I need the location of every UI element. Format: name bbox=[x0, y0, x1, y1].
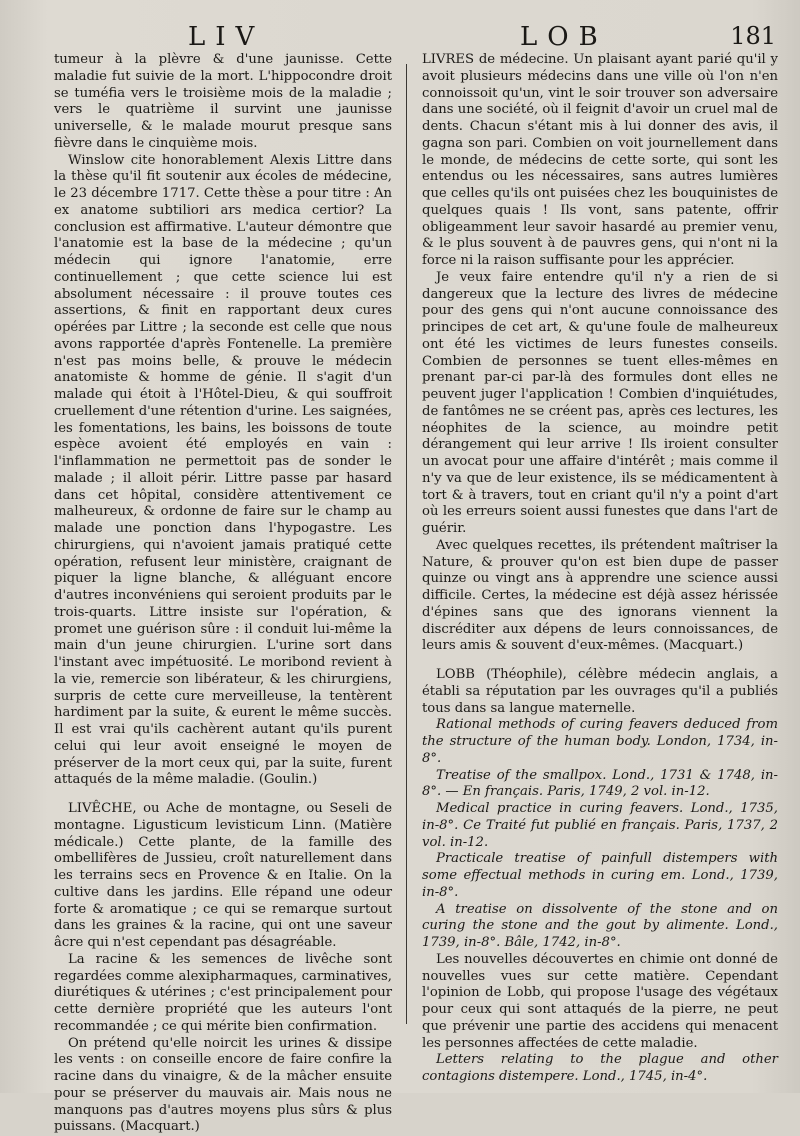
entry-lobb: LOBB (Théophile), célèbre médecin anglais, a établi sa réputation par les ouvrages qu'il a publiés tous dans sa langue maternelle. bbox=[422, 667, 778, 717]
entry-liveche: LIVÊCHE, ou Ache de montagne, ou Seseli de montagne. Ligusticum levisticum Linn. (Matière médicale.) Cette plante, de la famille des ombellifères de Jussieu, croît naturellement dans les terrains secs en Provence & en Italie. On la cultive dans les jardins. Elle répand une odeur forte & aromatique ; ce qui se remarque surtout dans les graines & la racine, qui ont une saveur âcre qui n'est cependant pas désagréable. bbox=[54, 801, 392, 952]
left-column bbox=[54, 52, 392, 1136]
paragraph: Je veux faire entendre qu'il n'y a rien de si dangereux que la lecture des livres de médecine pour des gens qui n'ont aucune connoissance des principes de cet art, & qu'une foule de malheureux ont été les victimes de leurs funestes conseils. Combien de personnes se tuent elles-mêmes en prenant par-ci par-là des formules dont elles ne peuvent juger l'application ! Combien d'inquiétudes, de fantômes ne se créent pas, après ces lectures, les néophites de la science, au moindre petit dérangement qui leur arrive ! Ils iroient consulter un avocat pour une affaire d'intérêt ; mais comme il n'y va que de leur existence, ils se médicamentent à tort & à travers, tout en criant qu'il n'y a point d'art où les erreurs soient aussi funestes que dans l'art de guérir. bbox=[422, 270, 778, 538]
paragraph: La racine & les semences de livêche sont regardées comme alexipharmaques, carminatives, diurétiques & utérines ; c'est principalement pour cette dernière propriété que les auteurs l'ont recommandée ; ce qui mérite bien confirmation. bbox=[54, 952, 392, 1036]
paragraph: Avec quelques recettes, ils prétendent maîtriser la Nature, & prouver qu'on est bien dupe de passer quinze ou vingt ans à apprendre une science aussi difficile. Certes, la médecine est déjà assez hérissée d'épines sans que des ignorans viennent la discréditer aux dépens de leurs connoissances, de leurs amis & souvent d'eux-mêmes. (Macquart.) bbox=[422, 538, 778, 655]
bibliography-item: A treatise on dissolvente of the stone and on curing the stone and the gout by alimente. Lond., 1739, in-8°. Bâle, 1742, in-8°. bbox=[422, 902, 778, 952]
bibliography-item: Medical practice in curing feavers. Lond., 1735, in-8°. Ce Traité fut publié en français. Paris, 1737, 2 vol. in-12. bbox=[422, 801, 778, 851]
bibliography-item: Treatise of the smallpox. Lond., 1731 & 1748, in-8°. — En français. Paris, 1749, 2 vol. in-12. bbox=[422, 768, 778, 802]
page-number: 181 bbox=[730, 22, 776, 50]
bibliography-item: Rational methods of curing feavers deduced from the structure of the human body. London, 1734, in-8°. bbox=[422, 717, 778, 767]
bibliography-item: Letters relating to the plague and other contagions distempere. Lond., 1745, in-4°. bbox=[422, 1052, 778, 1086]
paragraph: tumeur à la plèvre & d'une jaunisse. Cette maladie fut suivie de la mort. L'hippocondre droit se tuméfia vers le troisième mois de la maladie ; vers le quatrième il survint une jaunisse universelle, & le malade mourut presque sans fièvre dans le cinquième mois. bbox=[54, 52, 392, 153]
header-left-word: LIV bbox=[188, 22, 264, 52]
header-right-word: LOB bbox=[520, 22, 608, 52]
paragraph: On prétend qu'elle noircit les urines & dissipe les vents : on conseille encore de faire confire la racine dans du vinaigre, & de la mâcher ensuite pour se préserver du mauvais air. Mais nous ne manquons pas d'autres moyens plus sûrs & plus puissans. (Macquart.) bbox=[54, 1036, 392, 1136]
entry-livres: LIVRES de médecine. Un plaisant ayant parié qu'il y avoit plusieurs médecins dans une ville où l'on n'en connoissoit qu'un, vint le soir trouver son adversaire dans une société, où il feignit d'avoir un cruel mal de dents. Chacun s'étant mis à lui donner des avis, il gagna son pari. Combien on voit journellement dans le monde, de médecins de cette sorte, qui sont les entendus ou les nécessaires, sans autres lumières que celles qu'ils ont puisées chez les bouquinistes de quelques quais ! Ils vont, sans patente, offrir obligeamment leur savoir hasardé au premier venu, & le plus souvent à de pauvres gens, qui n'ont ni la force ni la raison suffisante pour les apprécier. bbox=[422, 52, 778, 270]
column-divider bbox=[406, 64, 407, 1024]
right-column bbox=[422, 52, 778, 1086]
paragraph: Les nouvelles découvertes en chimie ont donné de nouvelles vues sur cette matière. Cependant l'opinion de Lobb, qui propose l'usage des végétaux pour ceux qui sont attaqués de la pierre, ne peut que prévenir une partie des accidens qui menacent les personnes affectées de cette maladie. bbox=[422, 952, 778, 1053]
paragraph: Winslow cite honorablement Alexis Littre dans la thèse qu'il fit soutenir aux écoles de médecine, le 23 décembre 1717. Cette thèse a pour titre : An ex anatome subtiliori ars medica certior? La conclusion est affirmative. L'auteur démontre que l'anatomie est la base de la médecine ; qu'un médecin qui ignore l'anatomie, erre continuellement ; que cette science lui est absolument nécessaire : il prouve toutes ces assertions, & finit en rapportant deux cures opérées par Littre ; la seconde est celle que nous avons rapportée d'après Fontenelle. La première n'est pas moins belle, & prouve le médecin anatomiste & homme de génie. Il s'agit d'un malade qui étoit à l'Hôtel-Dieu, & qui souffroit cruellement d'une rétention d'urine. Les saignées, les fomentations, les bains, les boissons de toute espèce avoient été employés en vain : l'inflammation ne permettoit pas de sonder le malade ; il alloit périr. Littre passe par hasard dans cet hôpital, considère attentivement ce malheureux, & ordonne de faire sur le champ au malade une ponction dans l'hypogastre. Les chirurgiens, qui n'avoient jamais pratiqué cette opération, refusent leur ministère, craignant de piquer la ligne blanche, & alléguant encore d'autres inconvéniens qui seroient produits par le trois-quarts. Littre insiste sur l'opération, & promet une guérison sûre : il conduit lui-même la main d'un jeune chirurgien. L'urine sort dans l'instant avec impétuosité. Le moribond revient à la vie, remercie son libérateur, & les chirurgiens, surpris de cette cure merveilleuse, la tentèrent hardiment par la suite, & eurent le même succès. Il est vrai qu'ils cachèrent autant qu'ils purent celui qui leur avoit enseigné le moyen de préserver de la mort ceux qui, par la suite, furent attaqués de la même maladie. (Goulin.) bbox=[54, 153, 392, 790]
bibliography-item: Practicale treatise of painfull distempers with some effectual methods in curing em. Lond., 1739, in-8°. bbox=[422, 851, 778, 901]
